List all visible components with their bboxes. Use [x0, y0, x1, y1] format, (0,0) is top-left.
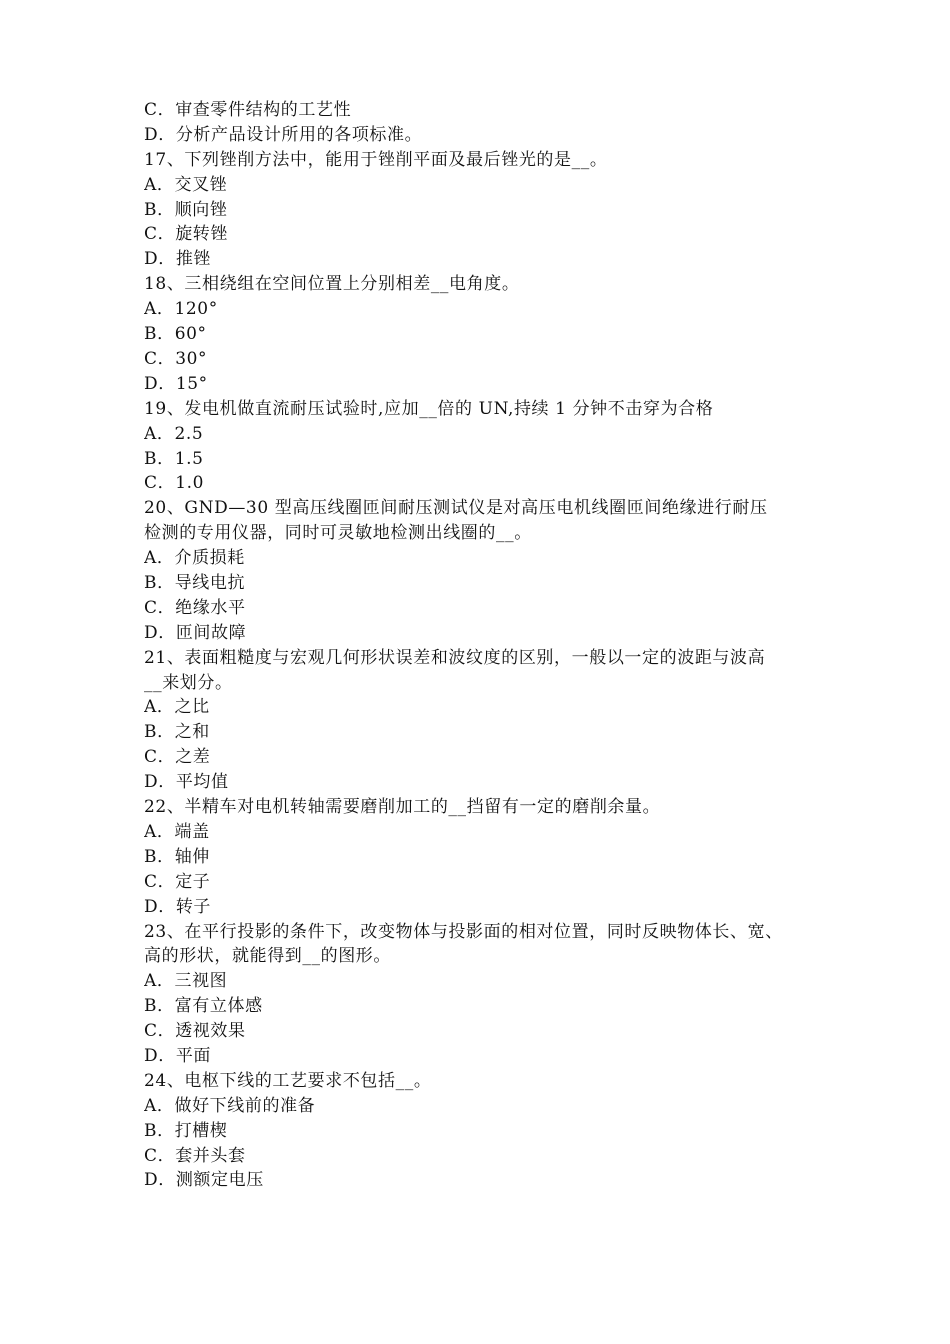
option-line: D．分析产品设计所用的各项标准。 — [144, 124, 423, 145]
question-line: 24、电枢下线的工艺要求不包括__。 — [144, 1070, 432, 1091]
option-line: A．之比 — [144, 697, 210, 718]
question-line: 20、GND—30 型高压线圈匝间耐压测试仪是对高压电机线圈匝间绝缘进行耐压 — [144, 498, 768, 519]
option-line: B．打槽楔 — [144, 1120, 228, 1141]
option-line: A．做好下线前的准备 — [144, 1095, 316, 1116]
question-line: 18、三相绕组在空间位置上分别相差__电角度。 — [144, 274, 520, 295]
option-line: C．审查零件结构的工艺性 — [144, 100, 352, 120]
option-line: A．交叉锉 — [144, 174, 228, 195]
option-line: B．轴伸 — [144, 846, 210, 867]
option-line: B．富有立体感 — [144, 996, 263, 1017]
option-line: C．30° — [144, 348, 208, 369]
option-line: B．顺向锉 — [144, 199, 228, 220]
option-line: C．绝缘水平 — [144, 597, 246, 618]
option-line: C．套并头套 — [144, 1145, 246, 1166]
option-line: B．导线电抗 — [144, 573, 246, 593]
option-line: D．推锉 — [144, 249, 212, 270]
option-line: D．15° — [144, 373, 208, 394]
question-line: __来划分。 — [144, 672, 233, 693]
question-line: 17、下列锉削方法中，能用于锉削平面及最后锉光的是__。 — [144, 149, 608, 170]
document-page — [144, 98, 814, 1193]
option-line: B．1.5 — [144, 448, 204, 469]
option-line: C．定子 — [144, 871, 211, 892]
question-line: 高的形状，就能得到__的图形。 — [144, 946, 391, 967]
option-line: C．透视效果 — [144, 1021, 246, 1042]
option-line: D．平面 — [144, 1046, 212, 1066]
option-line: A．2.5 — [144, 423, 204, 444]
option-line: B．之和 — [144, 722, 210, 743]
option-line: C．之差 — [144, 747, 211, 768]
option-line: D．测额定电压 — [144, 1170, 264, 1191]
option-line: C．旋转锉 — [144, 224, 229, 245]
option-line: B．60° — [144, 324, 207, 345]
option-line: A．介质损耗 — [144, 548, 245, 569]
option-line: D．转子 — [144, 896, 212, 917]
question-line: 22、半精车对电机转轴需要磨削加工的__挡留有一定的磨削余量。 — [144, 797, 661, 818]
option-line: A．端盖 — [144, 821, 210, 842]
question-line: 19、发电机做直流耐压试验时,应加__倍的 UN,持续 1 分钟不击穿为合格 — [144, 398, 714, 419]
option-line: D．平均值 — [144, 772, 229, 793]
option-line: D．匝间故障 — [144, 622, 247, 643]
question-line: 检测的专用仪器，同时可灵敏地检测出线圈的__。 — [144, 523, 532, 544]
option-line: A．三视图 — [144, 971, 228, 992]
question-line: 23、在平行投影的条件下，改变物体与投影面的相对位置，同时反映物体长、宽、 — [144, 921, 783, 942]
option-line: C．1.0 — [144, 473, 205, 494]
question-line: 21、表面粗糙度与宏观几何形状误差和波纹度的区别，一般以一定的波距与波高 — [144, 647, 766, 668]
option-line: A．120° — [144, 299, 218, 320]
